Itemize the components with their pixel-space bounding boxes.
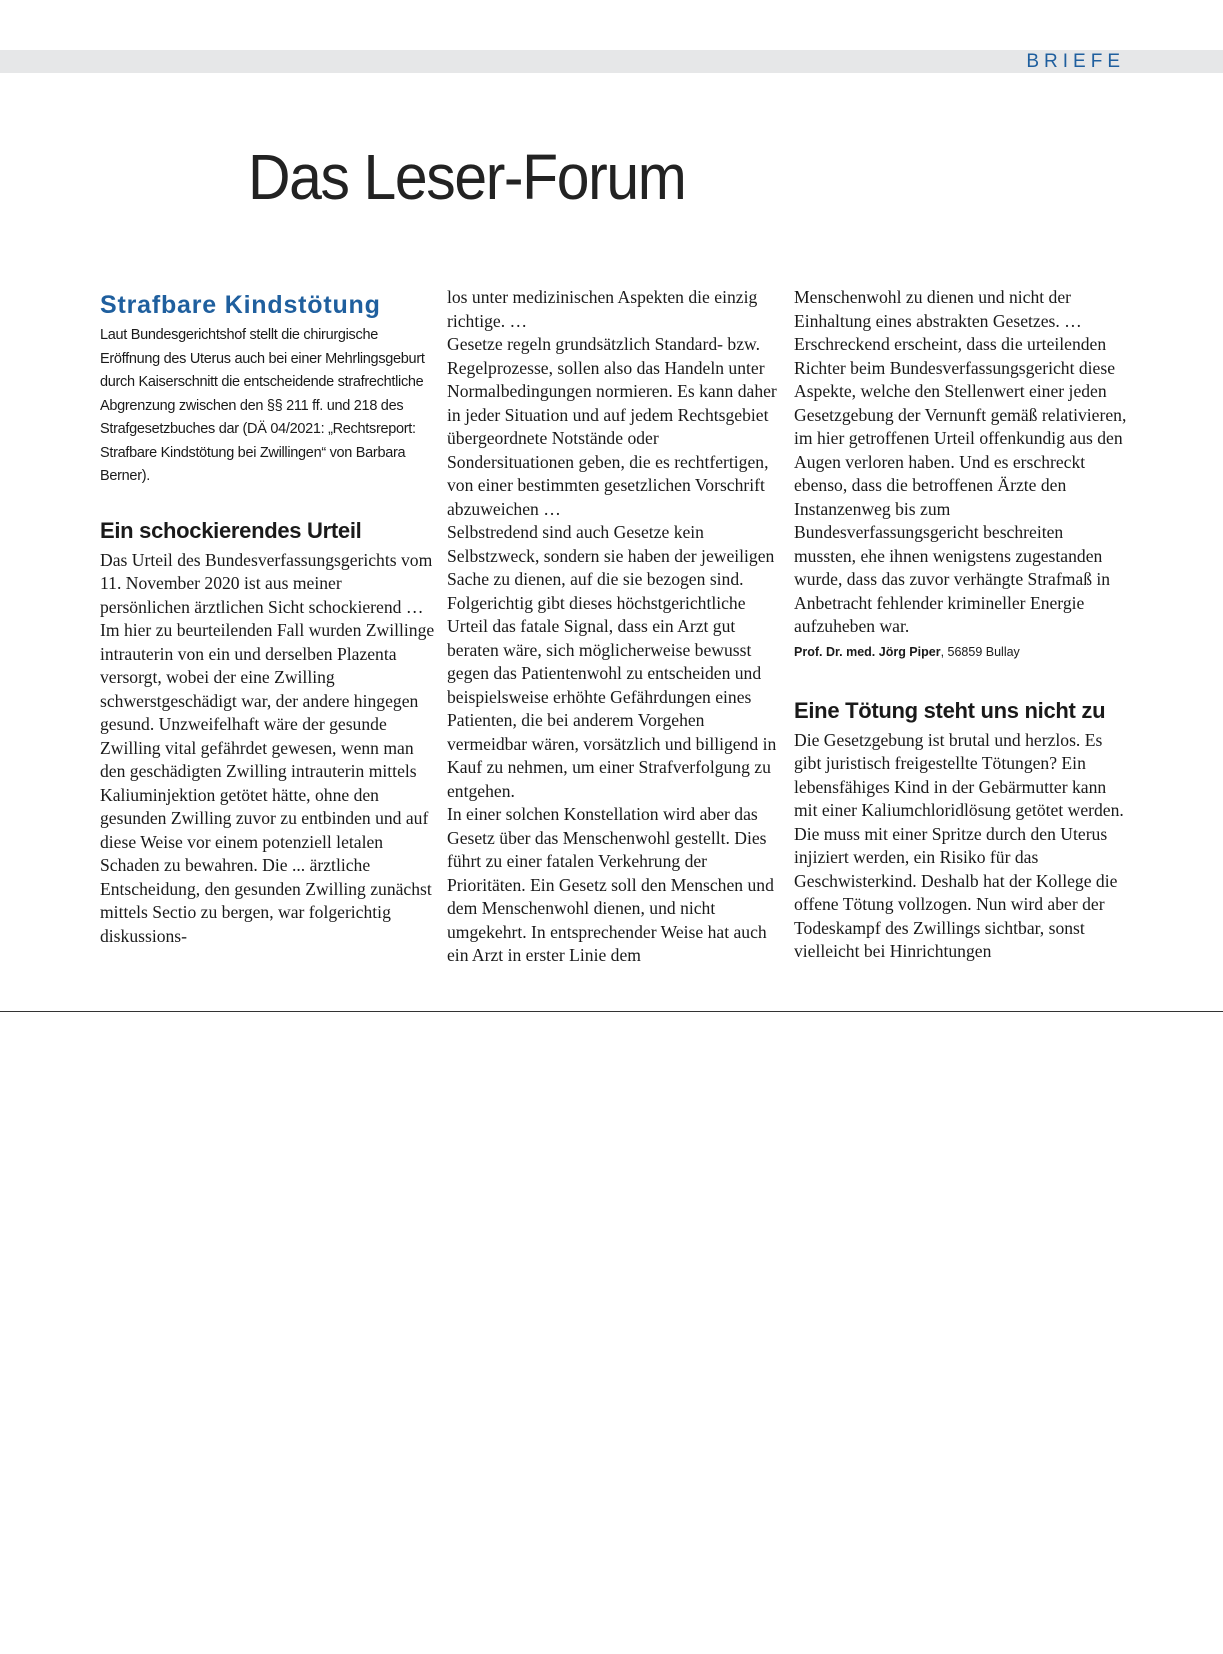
letter-1-headline: Ein schockierendes Urteil — [100, 517, 362, 543]
letter-1-body-part3: Menschenwohl zu dienen und nicht der Einhaltung eines abstrakten Gesetzes. … Erschreckend erscheint, dass die urteilenden Richter beim Bundesverfassungsgericht diese Aspekte, welche den Stellenwert einer jeden Gesetzgebung der Vernunft gemäß relativieren, im hier getroffenen Urteil offenkundig aus den Augen verloren haben. Und es erschreckt ebenso, dass die betroffenen Ärzte den Instanzenweg bis zum Bundesverfassungsgericht beschreiten mussten, ehe ihnen wenigstens zugestanden wurde, dass das zuvor verhängte Strafmaß in Anbetracht fehlender krimineller Energie aufzuheben war. — [794, 287, 1127, 636]
signature-name: Prof. Dr. med. Jörg Piper — [794, 644, 941, 659]
column-1 — [100, 290, 435, 948]
bottom-rule — [0, 1011, 1223, 1012]
letter-1-body-part1: Das Urteil des Bundesverfassungsgerichts vom 11. November 2020 ist aus meiner persönlichen ärztlichen Sicht schockierend … Im hier zu beurteilenden Fall wurden Zwillinge intrauterin von ein und derselben Plazenta versorgt, wobei der eine Zwilling schwerstgeschädigt war, der andere hingegen gesund. Unzweifelhaft wäre der gesunde Zwilling vital gefährdet gewesen, wenn man den geschädigten Zwilling intrauterin mittels Kaliuminjektion getötet hätte, ohne den gesunden Zwilling zuvor zu entbinden und auf diese Weise vor einem potenziell letalen Schaden zu bewahren. Die ... ärztliche Entscheidung, den gesunden Zwilling zunächst mittels Sectio zu bergen, war folgerichtig diskussions- — [100, 549, 435, 946]
signature-location: , 56859 Bullay — [940, 644, 1020, 659]
column-2 — [447, 286, 782, 968]
section-label: BRIEFE — [1026, 51, 1125, 72]
article-intro: Laut Bundesgerichtshof stellt die chirurgische Eröffnung des Uterus auch bei einer Mehrlingsgeburt durch Kaiserschnitt die entscheidende strafrechtliche Abgrenzung zwischen den §§ 211 ff. und 218 des Strafgesetzbuches dar (DÄ 04/2021: „Rechtsreport: Strafbare Kindstötung bei Zwillingen“ von Barbara Berner). — [100, 327, 425, 484]
article-kicker: Strafbare Kindstötung — [100, 291, 381, 319]
page-title: Das Leser-Forum — [248, 141, 686, 213]
letter-1-signature — [794, 643, 1129, 661]
letter-2-body: Die Gesetzgebung ist brutal und herzlos. Es gibt juristisch freigestellte Tötungen? Ein lebensfähiges Kind in der Gebärmutter kann mit einer Kaliumchloridlösung getötet werden. Die muss mit einer Spritze durch den Uterus injiziert werden, ein Risiko für das Geschwisterkind. Deshalb hat der Kollege die offene Tötung vollzogen. Nun wird aber der Todeskampf des Zwillings sichtbar, sonst vielleicht bei Hinrichtungen — [794, 729, 1124, 961]
column-3 — [794, 286, 1129, 964]
letter-2-headline: Eine Tötung steht uns nicht zu — [794, 697, 1106, 723]
letter-1-body-part2: los unter medizinischen Aspekten die einzig richtige. … Gesetze regeln grundsätzlich Standard- bzw. Regelprozesse, sollen also das Handeln unter Normalbedingungen normieren. Es kann daher in jeder Situation und auf jedem Rechtsgebiet übergeordnete Notstände oder Sondersituationen geben, die es rechtfertigen, von einer bestimmten gesetzlichen Vorschrift abzuweichen … Selbstredend sind auch Gesetze kein Selbstzweck, sondern sie haben der jeweiligen Sache zu dienen, auf die sie bezogen sind. Folgerichtig gibt dieses höchstgerichtliche Urteil das fatale Signal, dass ein Arzt gut beraten wäre, sich möglicherweise bewusst gegen das Patientenwohl zu entscheiden und beispielsweise erhöhte Gefährdungen eines Patienten, die bei anderem Vorgehen vermeidbar wären, vorsätzlich und billigend in Kauf zu nehmen, um einer Strafverfolgung zu entgehen. In einer solchen Konstellation wird aber das Gesetz über das Menschenwohl gestellt. Dies führt zu einer fatalen Verkehrung der Prioritäten. Ein Gesetz soll den Menschen und dem Menschenwohl dienen, und nicht umgekehrt. In entsprechender Weise hat auch ein Arzt in erster Linie dem — [447, 287, 777, 965]
